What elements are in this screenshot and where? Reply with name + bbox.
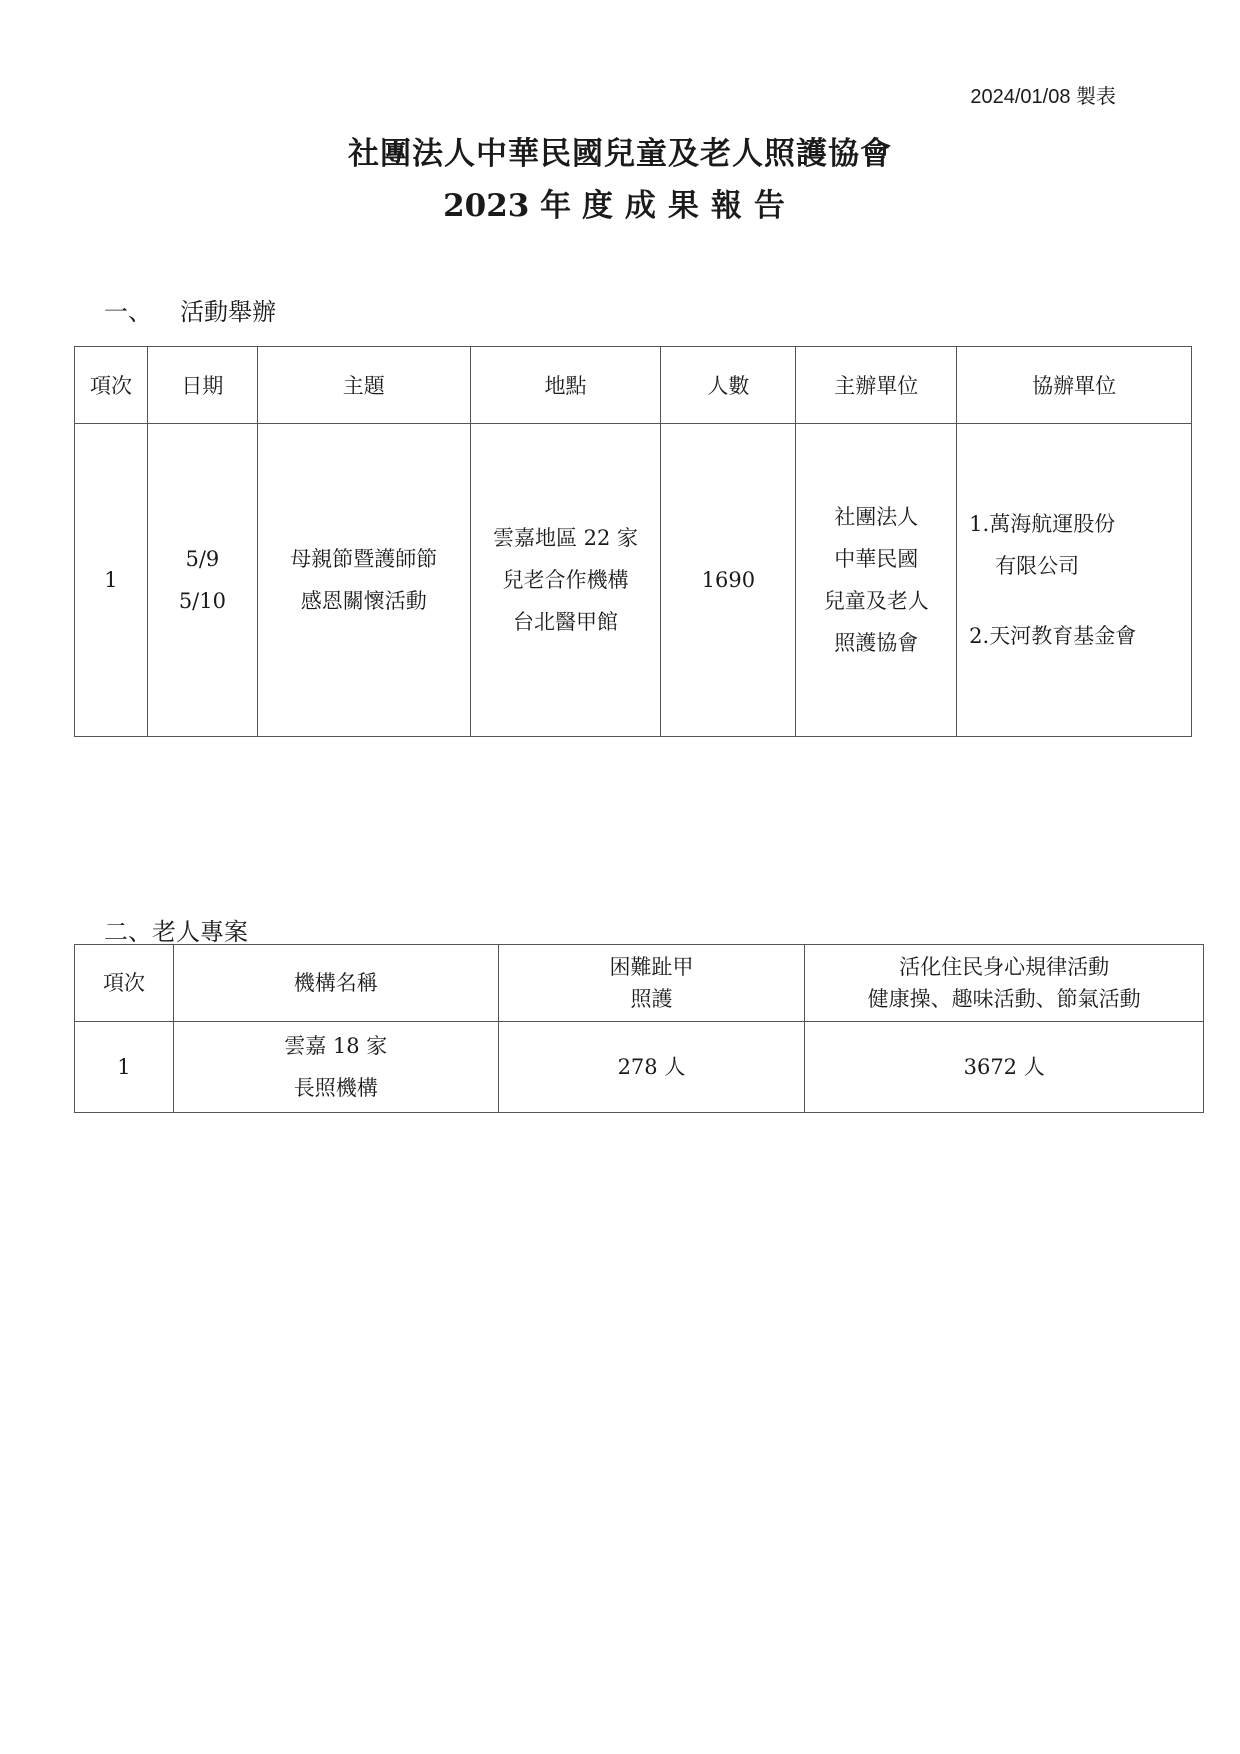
elderly-table-header: [75, 945, 1204, 1022]
location-line: 兒老合作機構: [502, 568, 629, 592]
cell-location: [470, 424, 661, 737]
cell-index: 1: [75, 1022, 174, 1113]
section-2-number: 二、: [104, 918, 152, 946]
organizer-line: 社團法人: [834, 505, 919, 529]
table-row: [75, 424, 1192, 737]
col-header-co-organizer: 協辦單位: [957, 347, 1192, 424]
elderly-project-table: [74, 944, 1204, 1113]
header-line: 困難趾甲: [609, 955, 694, 979]
col-header-index: 項次: [75, 945, 174, 1022]
col-header-activity: [805, 945, 1204, 1022]
co-organizer-1-cont: 有限公司: [995, 554, 1080, 578]
document-title: 社團法人中華民國兒童及老人照護協會: [348, 136, 892, 172]
date-stamp: 2024/01/08 製表: [970, 86, 1116, 108]
section-2-heading: [104, 912, 248, 947]
header-line: 活化住民身心規律活動: [899, 955, 1110, 979]
location-line: 台北醫甲館: [513, 610, 619, 634]
date-line: 5/9: [185, 547, 220, 571]
organizer-line: 兒童及老人: [823, 589, 929, 613]
section-1-heading: [104, 292, 276, 327]
cell-nail-care: 278 人: [498, 1022, 805, 1113]
cell-activity: 3672 人: [805, 1022, 1204, 1113]
section-1-title: 活動舉辦: [180, 298, 276, 326]
activity-table-header: [75, 347, 1192, 424]
section-1-number: 一、: [104, 298, 152, 326]
subtitle-year: 2023 年: [443, 188, 572, 224]
organizer-line: 照護協會: [834, 631, 919, 655]
header-line: 健康操、趣味活動、節氣活動: [867, 987, 1141, 1011]
date-line: 5/10: [178, 589, 226, 613]
activity-table: [74, 346, 1192, 737]
document-subtitle: [0, 180, 1240, 225]
cell-date: [147, 424, 257, 737]
cell-co-organizer: [957, 424, 1192, 737]
col-header-topic: 主題: [257, 347, 470, 424]
col-header-date: 日期: [147, 347, 257, 424]
col-header-count: 人數: [661, 347, 796, 424]
col-header-location: 地點: [470, 347, 661, 424]
cell-index: 1: [75, 424, 148, 737]
institution-line: 長照機構: [293, 1076, 378, 1100]
subtitle-rest: 度成果報告: [581, 188, 797, 224]
header-line: 照護: [630, 987, 673, 1011]
col-header-organizer: 主辦單位: [796, 347, 957, 424]
cell-topic: [257, 424, 470, 737]
organizer-line: 中華民國: [834, 547, 919, 571]
location-line: 雲嘉地區 22 家: [492, 526, 639, 550]
col-header-institution: 機構名稱: [173, 945, 498, 1022]
institution-line: 雲嘉 18 家: [284, 1034, 388, 1058]
section-2-title: 老人專案: [152, 918, 248, 946]
cell-institution: [173, 1022, 498, 1113]
co-organizer-1: 1.萬海航運股份: [969, 512, 1116, 536]
co-organizer-2: 2.天河教育基金會: [969, 624, 1137, 648]
col-header-index: 項次: [75, 347, 148, 424]
col-header-nail-care: [498, 945, 805, 1022]
cell-organizer: [796, 424, 957, 737]
spacer: [969, 587, 1191, 615]
topic-line: 母親節暨護師節: [290, 547, 438, 571]
topic-line: 感恩關懷活動: [300, 589, 427, 613]
table-row: [75, 1022, 1204, 1113]
cell-count: 1690: [661, 424, 796, 737]
